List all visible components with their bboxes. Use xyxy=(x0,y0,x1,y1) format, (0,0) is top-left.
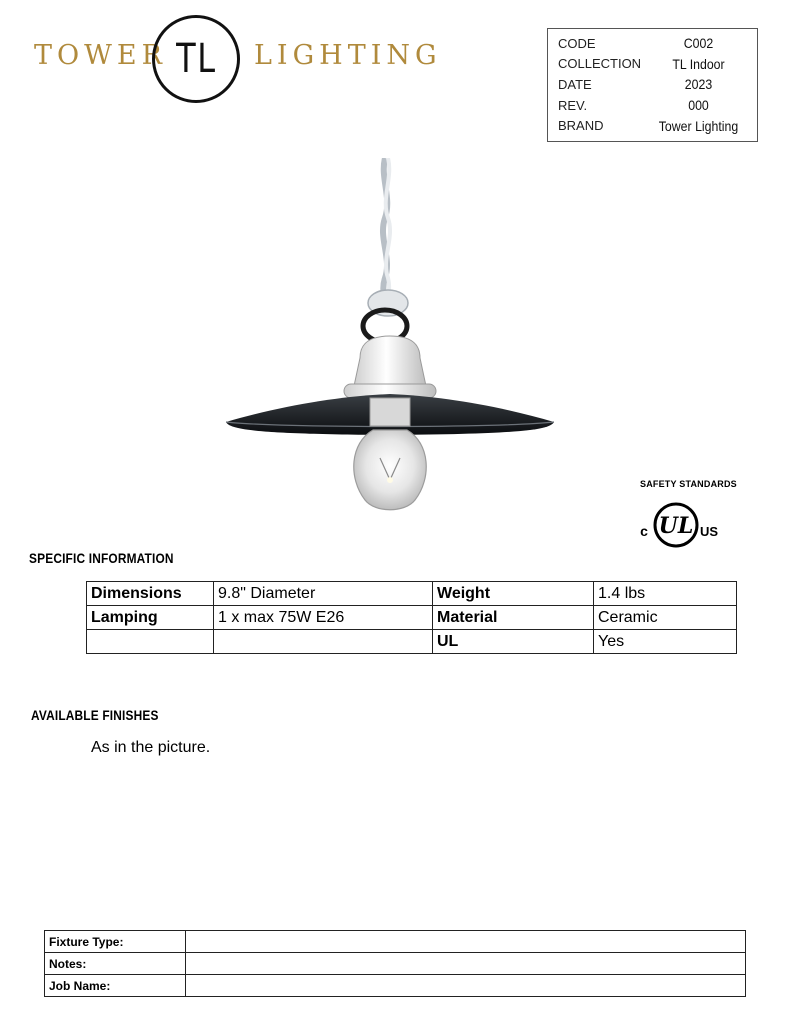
brand-monogram-circle xyxy=(152,15,240,103)
meta-row-brand xyxy=(558,115,749,136)
meta-value: Tower Lighting xyxy=(658,117,739,134)
ul-mark-right: US xyxy=(699,524,719,539)
specific-info-title: SPECIFIC INFORMATION xyxy=(29,550,174,566)
meta-value: 2023 xyxy=(684,76,713,93)
table-row xyxy=(45,931,746,953)
spec-key: Weight xyxy=(433,582,594,606)
form-label-job-name: Job Name: xyxy=(45,975,186,997)
spec-key xyxy=(87,630,214,654)
table-row xyxy=(45,975,746,997)
form-field-job-name[interactable] xyxy=(186,975,746,997)
spec-key: Lamping xyxy=(87,606,214,630)
spec-value: 1.4 lbs xyxy=(594,582,737,606)
meta-row-collection xyxy=(558,54,749,75)
brand-monogram: TL xyxy=(175,36,217,82)
meta-row-code xyxy=(558,33,749,54)
meta-label: COLLECTION xyxy=(558,56,642,72)
cul-us-listed-icon xyxy=(636,500,720,550)
meta-label: DATE xyxy=(558,76,592,92)
brand-word-right: LIGHTING xyxy=(254,40,442,71)
table-row xyxy=(87,582,737,606)
table-row xyxy=(87,606,737,630)
spec-value: Ceramic xyxy=(594,606,737,630)
ul-mark-center: UL xyxy=(658,513,694,539)
meta-label: BRAND xyxy=(558,118,604,134)
available-finishes-title: AVAILABLE FINISHES xyxy=(31,707,159,723)
pendant-lamp-image xyxy=(220,158,560,520)
form-label-fixture-type: Fixture Type: xyxy=(45,931,186,953)
form-field-notes[interactable] xyxy=(186,953,746,975)
form-label-notes: Notes: xyxy=(45,953,186,975)
available-finishes-text: As in the picture. xyxy=(91,739,211,756)
spec-key: UL xyxy=(433,630,594,654)
form-field-fixture-type[interactable] xyxy=(186,931,746,953)
spec-value: Yes xyxy=(594,630,737,654)
spec-key: Material xyxy=(433,606,594,630)
safety-standards-title: SAFETY STANDARDS xyxy=(640,479,737,489)
spec-value xyxy=(214,630,433,654)
table-row xyxy=(87,630,737,654)
spec-table xyxy=(86,581,737,654)
meta-row-date xyxy=(558,74,749,95)
spec-key: Dimensions xyxy=(87,582,214,606)
spec-value: 1 x max 75W E26 xyxy=(214,606,433,630)
meta-label: CODE xyxy=(558,35,596,51)
spec-value: 9.8" Diameter xyxy=(214,582,433,606)
table-row xyxy=(45,953,746,975)
meta-value: TL Indoor xyxy=(672,55,725,72)
brand-word-left: TOWER xyxy=(34,40,167,71)
ul-mark-left: c xyxy=(640,523,648,539)
meta-value: 000 xyxy=(688,97,709,114)
meta-value: C002 xyxy=(683,35,714,52)
meta-row-rev xyxy=(558,95,749,116)
product-meta-box xyxy=(547,28,758,142)
meta-label: REV. xyxy=(558,97,588,113)
project-form-table xyxy=(44,930,746,997)
